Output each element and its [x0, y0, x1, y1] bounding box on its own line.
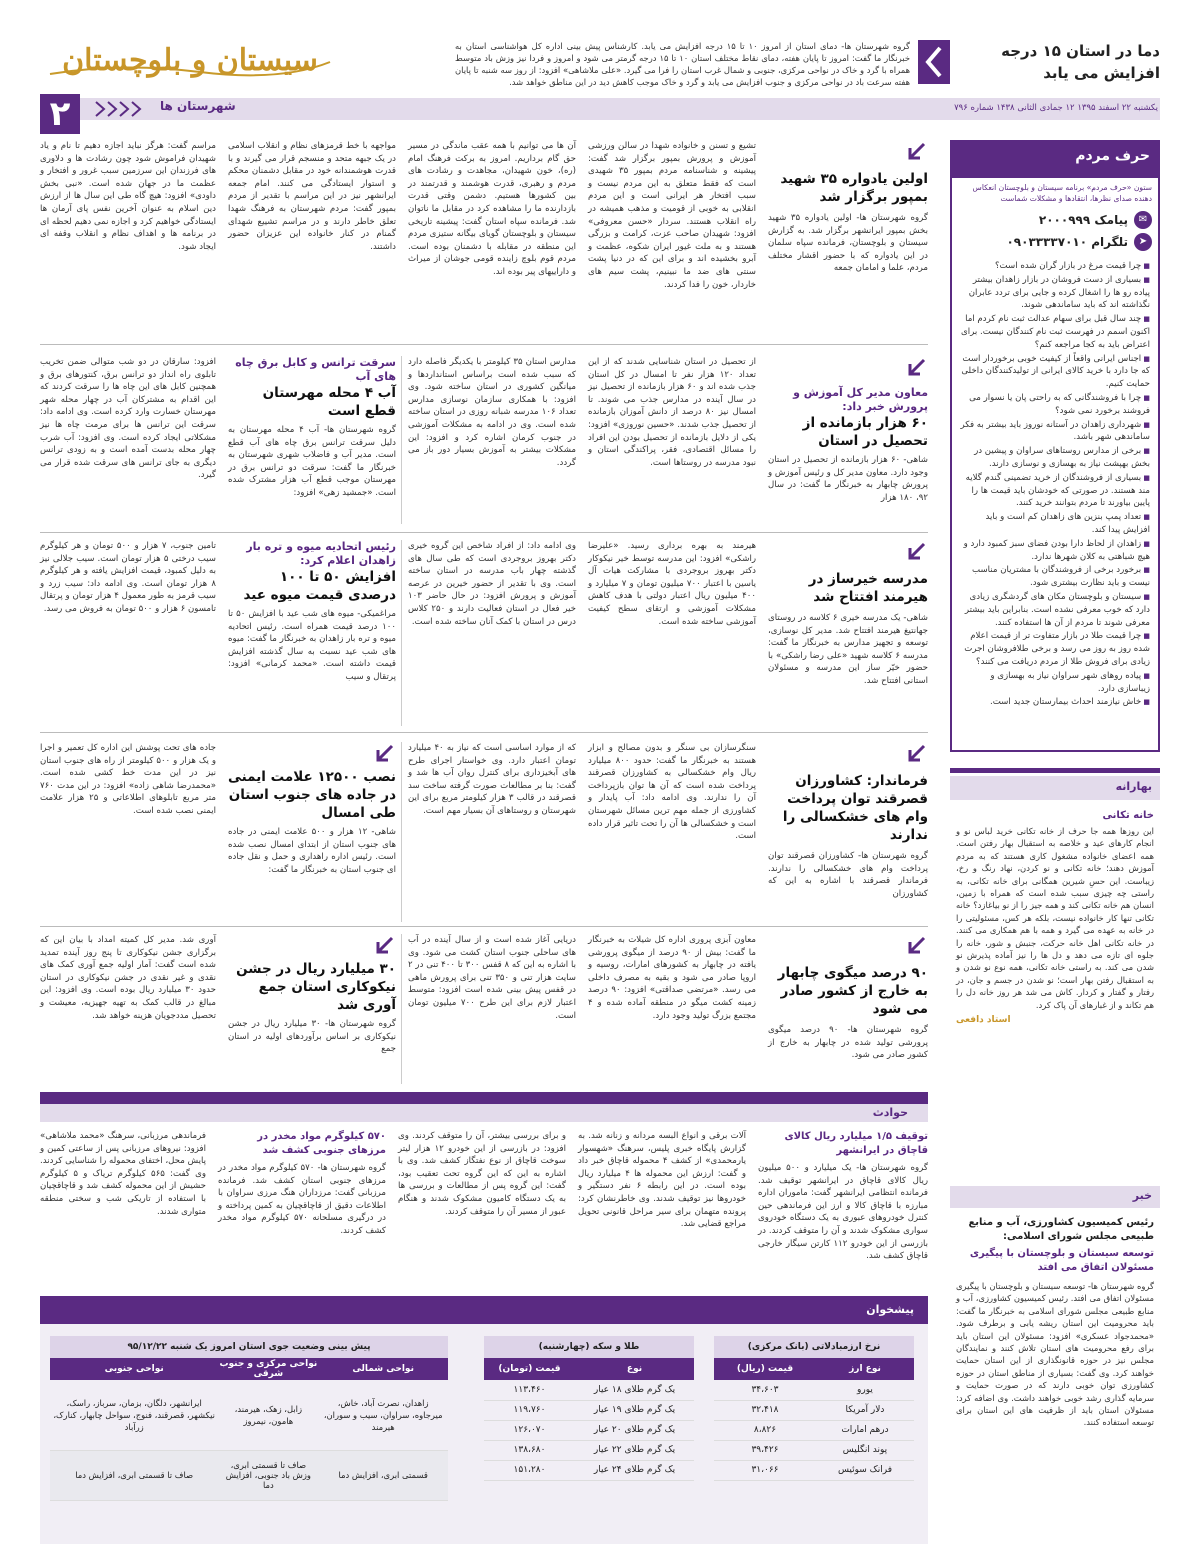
list-item: ■ چرا با فروشندگانی که به راحتی پان یا نسوار می فروشند برخورد نمی شود؟	[960, 392, 1150, 418]
lead-headline: دما در استان ۱۵ درجه افزایش می یابد	[1001, 42, 1160, 82]
table-row: یک گرم طلای ۲۰ عیار ۱۲۶،۰۷۰	[484, 1420, 694, 1440]
arrow-icon	[906, 356, 928, 378]
article-bampoor: اولین یادواره ۳۵ شهید بمپور برگزار شد گروه شهرستان ها- اولین یادواره ۳۵ شهید بخش بمپور ایرانشهر برگزار شد. به گزارش سیستان و بلوچستان، فرمانده سپاه سلمان در این یادواره که با حضور اقشار مختلف مردم، علما و امامان جمعه تشیع و تسنن و خانواده شهدا در سالن ورزشی آموزش و پرورش بمپور برگزار شد گفت: پیشینه و شناسنامه مردم بمپور ۳۵ شهیدی است که فقط متعلق به این مردم نیست و سبب افتخار هر ایرانی است و این مردم انقلابی به خوبی از قومیت و مذهب همیشه در راه انقلاب هستند. سردار «حسن معروفی» افزود: شهیدان صاحب عزت، کرامت و بزرگی هستند و به ملت غیور ایران شکوه، عظمت و آبرو بخشیده اند و برای این که در دنیا پشت سنتی های ضد ما نبینیم، پشت سیم های خاردار، خون را فدا کردند. آن ها می توانیم با همه عقب ماندگی در مسیر حق گام برداریم. امروز به برکت فرهنگ امام (ره)، خون شهیدان، مجاهدت و رشادت های مردم و رهبری، قدرت هوشمند و قدرتمند در بین کشورها هستیم. دشمن وقتی قدرت بازدارنده ما را مشاهده کرد در مقابل ما ناتوان شد. فرمانده سپاه استان گفت: پیشینه تاریخی سیستان و بلوچستان گویای بیگانه ستیزی مردم این منطقه در مقابله با دشمنان بوده است. مردم قوم بلوچ زاینده قومی جوشان از میراث و داراییهای پیر بوده اند. مواجهه با خط قرمزهای نظام و انقلاب اسلامی در یک جبهه متحد و منسجم قرار می گیرند و با قدرت هوشمندانه خود در مقابل دشمنان محکم و استوار ایستادگی می کنند. امام جمعه ایرانشهر نیز در این مراسم با تقدیر از مردم بمپور گفت: مردم شهرستان به فرهنگ شهدا تعلق خاطر دارند و در مراسم تشییع شهدای گمنام در کنار خانواده این عزیزان حضور داشتند. مراسم گفت: هرگز نباید اجازه دهیم تا نام و یاد شهیدان فراموش شود چون رشادت ها و دلاوری های فرزندان این سرزمین سبب غرور و افتخار و عظمت ما در جهان شده است. «نبی بخش داودی» افزود: هیچ گاه طی این سال ها از ارزش دین اسلام به عنوان آخرین نفس پای آرمان ها ایستادگی خواهیم کرد و اجازه نمی دهیم لحظه ای در برنامه ها و اهداف نظام و انقلاب وقفه ای ایجاد شود.	[40, 141, 928, 290]
weather-table: پیش بینی وضعیت جوی استان امروز یک شنبه ۹۵/۱۲/۲۲ نواحی شمالی نواحی مرکزی و جنوب شرقی نواحی جنوبی زاهدان، نصرت آباد، خاش، میرجاوه، سراوان، سیب و سوران، هیرمند زابل، زهک، هیرمند، هامون، نیمروز ایرانشهر، دلگان، بزمان، سرباز، راسک، نیکشهر، قصرقند، فنوج، سواحل چابهار، کنارک، زرآباد قسمتی ابری، افزایش دما صاف تا قسمتی ابری، وزش باد جنوبی، افزایش دما صاف تا قسمتی ابری، افزایش دما	[50, 1336, 448, 1501]
list-item: ■ چند سال قبل برای سهام عدالت ثبت نام کردم اما اکنون اسمم در فهرست ثبت نام کنندگان نیست. برای اعتراض باید به کجا مراجعه کنم؟	[960, 313, 1150, 351]
sidebar-title: حرف مردم	[952, 142, 1158, 178]
sms-row: ✉ پیامک ۲۰۰۰۹۹۹	[958, 210, 1152, 230]
havades-title: حوادث	[872, 1106, 908, 1119]
headline: ۵۷۰ کیلوگرم مواد مخدر در مرزهای جنوبی کشف شد	[257, 1131, 386, 1156]
article-shrimp: ۹۰ درصد میگوی چابهار به خارج از کشور صادر می شود گروه شهرستان ها- ۹۰ درصد میگوی پرورشی تولید شده در چابهار به خارج از کشور صادر می شود. معاون آبزی پروری اداره کل شیلات به خبرنگار ما گفت: بیش از ۹۰ درصد از میگوی پرورشی یافته در چابهار به کشورهای امارات، روسیه و اروپا صادر می شود و بقیه به مصرف داخلی می رسد. «مرتضی صداقتی» افزود: ۹۰ درصد زمینه کشت میگو در منطقه آماده شده و ۴ مجتمع بزرگ تولید وجود دارد. دریایی آغاز شده است و از سال آینده در آب های ساحلی جنوب استان کشت می شود. وی با اشاره به این که ۸ قفس ۳۰۰ تا ۴۰۰ تنی در ۲ سایت هزار تنی و ۳۵۰ تنی برای پرورش ماهی در قفس پیش بینی شده است افزود: متوسط اعتبار لازم برای این طرح ۷۰۰ میلیون تومان است. ۳۰ میلیارد ریال در جشن نیکوکاری استان جمع آوری شد گروه شهرستان ها- ۳۰ میلیارد ریال در جشن نیکوکاری بر اساس برآوردهای اولیه در استان جمع آوری شد. مدیر کل کمیته امداد با بیان این که برگزاری جشن نیکوکاری تا پنج روز آینده تمدید شده است گفت: آمار اولیه جمع آوری کمک های نقدی و غیر نقدی در جشن نیکوکاری در استان حدود ۳۰ میلیارد ریال بوده است. وی افزود: این مبالغ در قالب کمک به تهیه جهیزیه، معیشت و تحصیل مددجویان هزینه خواهد شد.	[40, 934, 928, 1084]
article-education: معاون مدیر کل آموزش و پرورش خبر داد: ۶۰ هزار بازمانده از تحصیل در استان شاهی- ۶۰ هزار بازمانده از تحصیل در استان وجود دارد. معاون مدیر کل و رئیس آموزش و پرورش چابهار به خبرنگار ما گفت: در سال ۹۲، ۱۸۰ هزار از تحصیل در استان شناسایی شدند که از این تعداد ۱۲۰ هزار نفر تا امسال در کل استان جذب شده اند و ۶۰ هزار بازمانده از تحصیل نیز در سال آینده در مدارس جذب می شوند. تا امسال نیز ۸۰ درصد از دانش آموزان بازمانده از تحصیل جذب شدند. «حسین نوروزی» افزود: یکی از دلایل بازمانده از تحصیل بودن این افراد را مسائل اقتصادی، فقر، پراکندگی استان و نبود مدرسه در روستاها است. مدارس استان ۳۵ کیلومتر با یکدیگر فاصله دارد که سبب شده است براساس استانداردها و میانگین کشوری در استان ساخته شود. وی افزود: با همکاری سازمان نوسازی مدارس تعداد ۱۰۶ مدرسه شبانه روزی در استان ساخته شده است. وی در ادامه به مشکلات آموزشی در جنوب کرمان اشاره کرد و افزود: این مشکلات بیشتر به آموزش بسیار دور باز می گردد. سرقت ترانس و کابل برق چاه های آب آب ۴ محله مهرستان قطع است گروه شهرستان ها- آب ۴ محله مهرستان به دلیل سرقت ترانس برق چاه های آب قطع است. مدیر آب و فاضلاب شهری شهرستان به خبرنگار ما گفت: سرقت دو ترانس برق در مهرستان موجب قطع آب هزار مشترک شده است. «جمشید زهی» افزود: افزود: سارقان در دو شب متوالی ضمن تخریب تابلوی راه انداز دو ترانس برق، کنتورهای برق و همچنین کابل های این چاه ها را سرقت کردند که این اقدام به مشترکان آب در چهار محله شهر مهرستان خسارت وارد کرده است. وی ادامه داد: سرقت این ترانس ها برای مرمت چاه ها نیز مشکلاتی ایجاد کرده است. وی افزود: آب شرب چهار محله بدست آمده است و به زودی ترانس دیگری به جای ترانس های سرقت شده قرار می گیرد.	[40, 356, 928, 524]
list-item: ■ برخی از مدارس روستاهای سراوان و پیشین در بخش بهپشت نیاز به بهسازی و نوسازی دارند.	[960, 445, 1150, 471]
table-row: فرانک سوئیس ۳۱،۰۶۶	[714, 1460, 914, 1480]
article-fruit: رئیس اتحادیه میوه و تره بار زاهدان اعلام کرد: افزایش ۵۰ تا ۱۰۰ درصدی قیمت میوه عید مراغمیکی- میوه های شب عید با افزایش ۵۰ تا ۱۰۰ درصد قیمت همراه است. رئیس اتحادیه میوه و تره بار زاهدان به خبرنگار ما گفت: میوه های شب عید نسبت به سال گذشته افزایش قیمت داشته است. «محمد کرمانی» افزود: پرتقال و سیب	[228, 540, 396, 682]
headline: نصب ۱۲۵۰۰ علامت ایمنی در جاده های جنوب استان طی امسال	[227, 769, 396, 821]
article-mehrestan: سرقت ترانس و کابل برق چاه های آب آب ۴ محله مهرستان قطع است گروه شهرستان ها- آب ۴ محله مهرستان به دلیل سرقت ترانس برق چاه های آب قطع است. مدیر آب و فاضلاب شهری شهرستان به خبرنگار ما گفت: سرقت دو ترانس برق در مهرستان موجب قطع آب هزار مشترک شده است. «جمشید زهی» افزود:	[228, 356, 396, 498]
list-item: ■ چرا قیمت طلا در بازار متفاوت تر از قیمت اعلام شده روز به روز می رسد و برخی طلافروشان اجرت زیادی برای فروش طلا از مردم دریافت می کنند؟	[960, 630, 1150, 668]
telegram-row: ➤ تلگرام ۰۹۰۳۳۳۳۷۰۱۰	[958, 232, 1152, 252]
khabar-box	[950, 1186, 1160, 1516]
khabar-headline: توسعه سیستان و بلوچستان با پیگیری مسئولان اتفاق می افتد	[969, 1248, 1154, 1273]
list-item: ■ برخورد برخی از فروشندگان با مشتریان مناسب نیست و باید نظارت بیشتری شود.	[960, 564, 1150, 590]
list-item: ■ پیاده روهای شهر سراوان نیاز به بهسازی و زیباسازی دارد.	[960, 670, 1150, 696]
headline: اولین یادواره ۳۵ شهید بمپور برگزار شد	[780, 171, 928, 205]
date-line: یکشنبه ۲۲ اسفند ۱۳۹۵ ۱۲ جمادی الثانی ۱۴۳۸ شماره ۷۹۶	[954, 103, 1158, 113]
section-name: شهرستان ها	[160, 99, 236, 113]
khabar-text: گروه شهرستان ها- توسعه سیستان و بلوچستان با پیگیری مسئولان اتفاق می افتد. رئیس کمیسیون کشاورزی، آب و منابع طبیعی مجلس شورای اسلامی به خبرنگار ما گفت: باید محرومیت این استان ریشه یابی و برطرف شود. «محمدجواد عسکری» افزود: مسئولان این استان باید برای رفع محرومیت های استان تلاش کنند و نمایندگان مجلس نیز در حوزه قانونگذاری از این استان حمایت خواهند کرد. وی گفت: بسیاری از مناطق استان در حوزه کشاورزی توان خوبی دارند که در صورت حمایت و سرمایه گذاری رشد خوبی خواهند داشت. وی اضافه کرد: مسئولان استان باید از ظرفیت های این استان برای توسعه استفاده کنند.	[956, 1281, 1154, 1428]
arrow-icon	[906, 742, 928, 764]
svg-text:سیستان و بلوچستان: سیستان و بلوچستان	[62, 43, 318, 78]
list-item: ■ تعداد پمپ بنزین های زاهدان کم است و باید افزایش پیدا کند.	[960, 511, 1150, 537]
arrow-icon	[906, 140, 928, 162]
headline: توقیف ۱/۵ میلیارد ریال کالای قاچاق در ایرانشهر	[784, 1131, 928, 1156]
table-row: زاهدان، نصرت آباد، خاش، میرجاوه، سراوان، سیب و سوران، هیرمند زابل، زهک، هیرمند، هامون، نیمروز ایرانشهر، دلگان، بزمان، سرباز، راسک، نیکشهر، قصرقند، فنوج، سواحل چابهار، کنارک، زرآباد	[50, 1380, 448, 1450]
list-item: ■ بسیاری از فروشندگان از خرید تضمینی گندم گلایه مند هستند. در صورتی که خودشان باید قیمت ها را پایین بیاورند تا مردم بتوانند خرید کنند.	[960, 472, 1150, 510]
list-item: ■ چرا قیمت مرغ در بازار گران شده است؟	[960, 260, 1150, 273]
table-row: دلار آمریکا ۳۲،۴۱۸	[714, 1400, 914, 1420]
list-item: ■ خاش نیازمند احداث بیمارستان جدید است.	[960, 696, 1150, 709]
list-item: ■ زاهدان از لحاظ دارا بودن فضای سبز کمبود دارد و هیچ شباهتی به کلان شهرها ندارد.	[960, 538, 1150, 564]
table-row: قسمتی ابری، افزایش دما صاف تا قسمتی ابری، وزش باد جنوبی، افزایش دما صاف تا قسمتی ابری، افزایش دما	[50, 1450, 448, 1500]
havades-section: توقیف ۱/۵ میلیارد ریال کالای قاچاق در ایرانشهر گروه شهرستان ها- یک میلیارد و ۵۰۰ میلیون ریال کالای قاچاق در ایرانشهر توقیف شد. فرمانده انتظامی ایرانشهر گفت: ماموران اداره مبارزه با قاچاق کالا و ارز این فرماندهی حین کنترل خودروهای عبوری به یک دستگاه خودروی سواری مشکوک شدند و آن را متوقف کردند. در بازرسی از این خودرو ۱۱۲ کارتن سیگار خارجی قاچاق کشف شد. آلات برقی و انواع البسه مردانه و زنانه شد. به گزارش پایگاه خبری پلیس، سرهنگ «شهسوار یارمحمدی» از کشف ۴ محموله قاچاق خبر داد و گفت: ارزش این محموله ها ۴ میلیارد ریال بوده است. در این رابطه ۶ نفر دستگیر و خودروها نیز توقیف شدند. وی خاطرنشان کرد: پرونده متهمان برای سیر مراحل قانونی تحویل مراجع قضایی شد. و برای بررسی بیشتر، آن را متوقف کردند. وی افزود: در بازرسی از این خودرو ۱۲ هزار لیتر سوخت قاچاق از نوع نفتگاز کشف شد. وی با اشاره به این که این گروه تحت تعقیب بود، گفت: این گروه پس از مطالعات و بررسی ها به یک دستگاه کامیون مشکوک شدند و هنگام عبور از مسیر آن را متوقف کردند. ۵۷۰ کیلوگرم مواد مخدر در مرزهای جنوبی کشف شد گروه شهرستان ها- ۵۷۰ کیلوگرم مواد مخدر در مرزهای جنوبی استان کشف شد. فرمانده مرزبانی گفت: مرزداران هنگ مرزی سراوان با اطلاعات دقیق از قاچاقچیان به کمین پرداخته و در درگیری مسلحانه ۵۷۰ کیلوگرم مواد مخدر کشف کردند. فرماندهی مرزبانی، سرهنگ «محمد ملاشاهی» افزود: نیروهای مرزبانی پس از ساعتی کمین و پایش محل، اختفای محموله را شناسایی کردند. وی گفت: ۵۶۵ کیلوگرم تریاک و ۵ کیلوگرم حشیش از این محموله کشف شد و قاچاقچیان با استفاده از تاریکی شب و سختی منطقه متواری شدند.	[40, 1131, 928, 1262]
gold-table: طلا و سکه (چهارشنبه) نوع قیمت (تومان) یک گرم طلای ۱۸ عیار ۱۱۳،۴۶۰ یک گرم طلای ۱۹ عیار ۱۱۹،۷۶۰ یک گرم طلای ۲۰ عیار ۱۲۶،۰۷۰ یک گرم طلای ۲۲ عیار ۱۳۸،۶۸۰ یک گرم طلای ۲۴ عیار ۱۵۱،۲۸۰	[484, 1336, 694, 1481]
baharaneh-subtitle: خانه تکانی	[1102, 810, 1154, 821]
chevrons-icon	[88, 100, 148, 118]
list-item: ■ شهرداری زاهدان در آستانه نوروز باید بیشتر به فکر ساماندهی شهر باشد.	[960, 419, 1150, 445]
headline: ۶۰ هزار بازمانده از تحصیل در استان	[802, 415, 928, 449]
table-row: یک گرم طلای ۱۸ عیار ۱۱۳،۴۶۰	[484, 1380, 694, 1400]
sidebar-desc: ستون «حرف مردم» برنامه سیستان و بلوچستان انعکاس دهنده صدای نظرها، انتقادها و مشکلات شماست	[972, 183, 1152, 203]
sidebar-list	[952, 254, 1158, 709]
headline: ۹۰ درصد میگوی چابهار به خارج از کشور صادر می شود	[777, 965, 928, 1017]
fx-table: نرخ ارزمبادلاتی (بانک مرکزی) نوع ارز قیمت (ریال) یورو ۳۴،۶۰۳ دلار آمریکا ۳۲،۴۱۸ درهم امارات ۸،۸۲۶ پوند انگلیس ۳۹،۴۲۶ فرانک سوئیس ۳۱،۰۶۶	[714, 1336, 914, 1481]
telegram-icon: ➤	[1134, 233, 1152, 251]
table-row: درهم امارات ۸،۸۲۶	[714, 1420, 914, 1440]
table-row: یک گرم طلای ۲۲ عیار ۱۳۸،۶۸۰	[484, 1440, 694, 1460]
arrow-icon	[906, 540, 928, 562]
arrow-icon	[374, 934, 396, 956]
headline: آب ۴ محله مهرستان قطع است	[262, 385, 396, 419]
table-row: یورو ۳۴،۶۰۳	[714, 1380, 914, 1400]
article-road-signs: نصب ۱۲۵۰۰ علامت ایمنی در جاده های جنوب استان طی امسال شاهی- ۱۲ هزار و ۵۰۰ علامت ایمنی در جاده های جنوب استان از ابتدای امسال نصب شده است. رئیس اداره راهداری و حمل و نقل جاده ای جنوب استان به خبرنگار ما گفت:	[228, 742, 396, 876]
article-drugs: ۵۷۰ کیلوگرم مواد مخدر در مرزهای جنوبی کشف شد گروه شهرستان ها- ۵۷۰ کیلوگرم مواد مخدر در مرزهای جنوبی استان کشف شد. فرمانده مرزبانی گفت: مرزداران هنگ مرزی سراوان با اطلاعات دقیق از قاچاقچیان به کمین پرداخته و در درگیری مسلحانه ۵۷۰ کیلوگرم مواد مخدر کشف کردند.	[218, 1131, 386, 1236]
table-row: یک گرم طلای ۱۹ عیار ۱۱۹،۷۶۰	[484, 1400, 694, 1420]
arrow-icon	[906, 934, 928, 956]
list-item: ■ سیستان و بلوچستان مکان های گردشگری زیادی دارد که خوب معرفی نشده است. بنابراین باید بیشتر معرفی شوند تا مردم از آن ها استفاده کنند.	[960, 591, 1150, 629]
headline: فرماندار: کشاورزان قصرقند توان پرداخت وام های خشکسالی را ندارند	[782, 773, 928, 843]
table-row: یک گرم طلای ۲۴ عیار ۱۵۱،۲۸۰	[484, 1460, 694, 1480]
headline: مدرسه خیرساز در هیرمند افتتاح شد	[808, 571, 928, 605]
article-charity: ۳۰ میلیارد ریال در جشن نیکوکاری استان جمع آوری شد گروه شهرستان ها- ۳۰ میلیارد ریال در جشن نیکوکاری بر اساس برآوردهای اولیه در استان جمع	[228, 934, 396, 1056]
article-smuggling: توقیف ۱/۵ میلیارد ریال کالای قاچاق در ایرانشهر گروه شهرستان ها- یک میلیارد و ۵۰۰ میلیون ریال کالای قاچاق در ایرانشهر توقیف شد. فرمانده انتظامی ایرانشهر گفت: ماموران اداره مبارزه با قاچاق کالا و ارز این فرماندهی حین کنترل خودروهای عبوری به یک دستگاه خودروی سواری مشکوک شدند و آن را متوقف کردند. در بازرسی از این خودرو ۱۱۲ کارتن سیگار خارجی قاچاق کشف شد.	[758, 1131, 928, 1262]
headline: افزایش ۵۰ تا ۱۰۰ درصدی قیمت میوه عید	[243, 569, 396, 603]
pishkhan-title: پیشخوان	[40, 1296, 928, 1324]
arrow-icon	[374, 742, 396, 764]
newspaper-logo	[40, 32, 340, 92]
article-farmers: فرماندار: کشاورزان قصرقند توان پرداخت وام های خشکسالی را ندارند گروه شهرستان ها- کشاورزان قصرقند توان پرداخت وام های خشکسالی را ندارند. فرماندار قصرقند با اشاره به این که کشاورزان سنگرسازان بی سنگر و بدون مصالح و ابزار هستند به خبرنگار ما گفت: حدود ۸۰۰ میلیارد ریال وام خشکسالی به کشاورزان قصرقند پرداخت شده است که آن ها توان بازپرداخت آن را ندارند. وی ادامه داد: آب پایدار و کشاورزی از جمله مهم ترین مسائل شهرستان است و خشکسالی ها آن را تحت تاثیر قرار داده است. که از موارد اساسی است که نیاز به ۴۰ میلیارد تومان اعتبار دارد. وی خواستار اجرای طرح های آبخیزداری برای کنترل روان آب ها شد و گفت: بنا بر مطالعات صورت گرفته ساخت سد قصرقند در قالب ۳ هزار کیلومتر مربع برای این شهرستان و روستاهای آن بسیار مهم است. نصب ۱۲۵۰۰ علامت ایمنی در جاده های جنوب استان طی امسال شاهی- ۱۲ هزار و ۵۰۰ علامت ایمنی در جاده های جنوب استان از ابتدای امسال نصب شده است. رئیس اداره راهداری و حمل و نقل جاده ای جنوب استان به خبرنگار ما گفت: جاده های تحت پوشش این اداره کل تعمیر و اجرا و یک هزار و ۵۰۰ کیلومتر از راه های جنوب استان نیز در این مدت خط کشی شده است. «محمدرضا شاهی زاده» افزود: در این مدت ۷۶۰ متر مربع تابلوهای اطلاعاتی و ۲۵ هزار علامت ایمنی نصب شده است.	[40, 742, 928, 922]
sms-icon: ✉	[1134, 211, 1152, 229]
article-school: مدرسه خیرساز در هیرمند افتتاح شد شاهی- یک مدرسه خیری ۶ کلاسه در روستای جهانتیغ هیرمند افتتاح شد. مدیر کل نوسازی، توسعه و تجهیز مدارس به خبرنگار ما گفت: مدرسه ۶ کلاسه شهید «علی رضا راشکی» با حضور خیّر ساز این مدرسه و مسئولان استانی افتتاح شد. هیرمند به بهره برداری رسید. «علیرضا راشکی» افزود: این مدرسه توسط خیر نیکوکار دکتر بهروز بروجردی با مشارکت هیات آل یاسین با اعتبار ۷۰۰ میلیون تومان و ۷ میلیارد و ۴۰۰ میلیون ریال اعتبار دولتی با هدف کاهش مشکلات آموزشی و ارتقای سطح کیفیت آموزشی ساخته شده است. وی ادامه داد: از افراد شاخص این گروه خیری دکتر بهروز بروجردی است که طی سال های گذشته چهار باب مدرسه در استان ساخته است. وی با تقدیر از حضور خیرین در عرصه آموزش و پرورش افزود: در حال حاضر ۱۰۳ خیر فعال در استان فعالیت دارند و ۲۵۰ کلاس درس در استان با کمک آنان ساخته شده است. رئیس اتحادیه میوه و تره بار زاهدان اعلام کرد: افزایش ۵۰ تا ۱۰۰ درصدی قیمت میوه عید مراغمیکی- میوه های شب عید با افزایش ۵۰ تا ۱۰۰ درصد قیمت همراه است. رئیس اتحادیه میوه و تره بار زاهدان به خبرنگار ما گفت: میوه های شب عید نسبت به سال گذشته افزایش قیمت داشته است. «محمد کرمانی» افزود: پرتقال و سیب تامین جنوب، ۷ هزار و ۵۰۰ تومان و هر کیلوگرم سیب درختی ۵ هزار تومان است. سیب جلالی نیز به دلیل کمبود، قیمت افزایش یافته و هر کیلوگرم ۸ هزار تومان است. وی ادامه داد: سیب زرد و سیب قرمز به طور معمول ۴ هزار تومان و پرتقال تامسون ۶ هزار و ۵۰۰ تومان به فروش می رسد.	[40, 540, 928, 726]
lead-text: گروه شهرستان ها- دمای استان از امروز ۱۰ تا ۱۵ درجه افزایش می یابد. کارشناس پیش بینی اداره کل هواشناسی استان به خبرنگار ما گفت: امروز تا پایان هفته، دمای نقاط مختلف استان ۱۰ تا ۱۵ درجه گرمتر می شود و امروز و فردا نیز وزش باد متوسط همراه با گرد و خاک در نواحی مرکزی، جنوبی و شمال غرب استان را فرا می گیرد. «علی ملاشاهی» افزود: از روز سه شنبه تا پایان هفته سرعت باد در نواحی مرکزی و جنوب افزایش می یابد و گرد و خاک موجب کاهش دید در این مناطق خواهد شد.	[455, 41, 911, 87]
headline: ۳۰ میلیارد ریال در جشن نیکوکاری استان جمع آوری شد	[236, 961, 396, 1013]
pishkhan-box	[40, 1296, 928, 1544]
list-item: ■ اجناس ایرانی واقعاً از کیفیت خوبی برخوردار است که جا دارد با خرید کالای ایرانی از تولیدکنندگان داخلی حمایت کنیم.	[960, 353, 1150, 391]
havades-band	[40, 1092, 928, 1104]
table-row: پوند انگلیس ۳۹،۴۲۶	[714, 1440, 914, 1460]
havades-title-bar	[40, 1104, 928, 1122]
baharaneh-box	[950, 768, 1160, 1176]
baharaneh-text: این روزها همه جا حرف از خانه تکانی خرید لباس نو و انجام کارهای عید و خلاصه به استقبال بهار رفتن است. همه اعضای خانواده مشغول کاری هستند که به مردم آموزش دهند؛ خانه تکانی و نو کردن، نهاد رنگ و رخ، زیباست. این حسِ شیرین همگانی برای خانه تکانی، به راستی چه چیزی سبب شده است که همراه با زمین، انسان هم خانه تکانی کند و همه جیز را از نو بیاغازد؟ خانه تکانی تنها کار خانواده نیست، بلکه هر کس، مسئولیتی را در خانه به عهده می گیرد و همه با هم همکاری می کنند. در خانه تکانی اهل خانه حرکت، جنبش و شور، خانه را جلوه ای تازه می دهد و دل ها را نیز آماده پذیرش نو شدن می کند. به راستی خانه تکانی، همه نوع نو شدن و به استقبال رفتن بهار است؛ نو شدن در جسم و جان، در رفتار و گفتار و کردار. کاش می شد هر روز خانه دل را هم تکاند و از غبارهای آن پاک کرد.	[956, 826, 1154, 1010]
list-item: ■ بسیاری از دست فروشان در بازار زاهدان بیشتر پیاده رو ها را اشغال کرده و جایی برای تردد عابران نگذاشته اند که باید ساماندهی شوند.	[960, 274, 1150, 312]
baharaneh-author: استاد دافعی	[956, 1015, 1011, 1026]
page-number: ۲	[40, 94, 80, 134]
baharaneh-title: بهارانه	[950, 776, 1160, 800]
khabar-kicker: رئیس کمیسیون کشاورزی، آب و منابع طبیعی مجلس شورای اسلامی:	[968, 1217, 1154, 1242]
sidebar-box	[950, 140, 1160, 752]
khabar-title: خبر	[950, 1186, 1160, 1208]
